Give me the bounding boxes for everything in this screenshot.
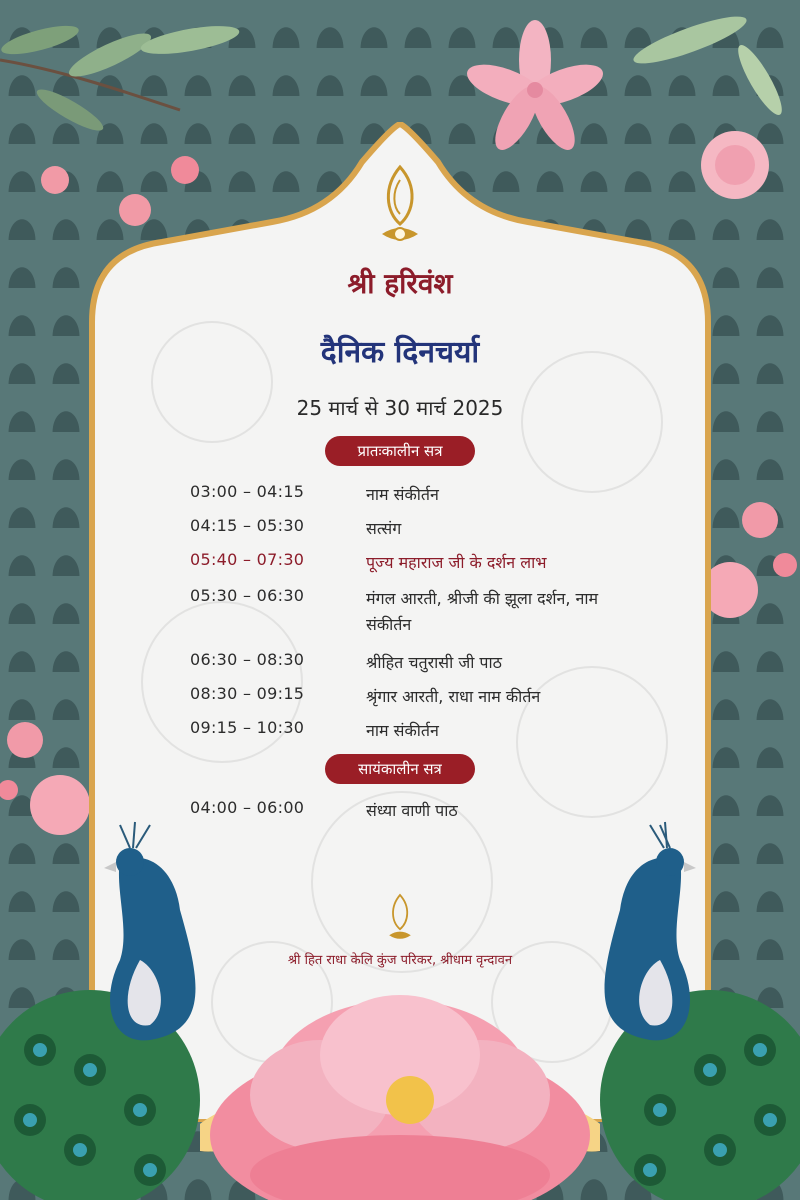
schedule-time: 06:30 – 08:30 xyxy=(190,650,305,669)
schedule-time: 05:40 – 07:30 xyxy=(190,550,305,569)
schedule-task: श्रृंगार आरती, राधा नाम कीर्तन xyxy=(366,687,541,706)
schedule-task: श्रीहित चतुरासी जी पाठ xyxy=(366,653,502,672)
schedule-time: 08:30 – 09:15 xyxy=(190,684,305,703)
schedule-task: नाम संकीर्तन xyxy=(366,485,439,504)
schedule-time: 03:00 – 04:15 xyxy=(190,482,305,501)
schedule-time: 09:15 – 10:30 xyxy=(190,718,305,737)
schedule-task: सत्संग xyxy=(366,519,402,538)
footer-address: श्री हित राधा केलि कुंज परिकर, श्रीधाम वृन्दावन xyxy=(287,953,513,968)
peony-flower-icon xyxy=(200,975,600,1200)
schedule-task: मंगल आरती, श्रीजी की झूला दर्शन, नाम संकीर्तन xyxy=(366,589,599,634)
brand-name: श्री हरिवंश xyxy=(347,267,453,300)
paisley-emblem-icon xyxy=(385,892,415,946)
schedule-task: पूज्य महाराज जी के दर्शन लाभ xyxy=(366,553,547,572)
schedule-time: 04:00 – 06:00 xyxy=(190,798,305,817)
schedule-task: संध्या वाणी पाठ xyxy=(366,801,458,820)
schedule-time: 04:15 – 05:30 xyxy=(190,516,305,535)
paisley-emblem-icon xyxy=(378,162,422,252)
evening-session-badge: सायंकालीन सत्र xyxy=(325,754,475,784)
schedule-task: नाम संकीर्तन xyxy=(366,721,439,740)
schedule-time: 05:30 – 06:30 xyxy=(190,586,305,605)
date-range: 25 मार्च से 30 मार्च 2025 xyxy=(296,396,504,420)
page-title: दैनिक दिनचर्या xyxy=(320,335,480,370)
morning-session-badge: प्रातःकालीन सत्र xyxy=(325,436,475,466)
